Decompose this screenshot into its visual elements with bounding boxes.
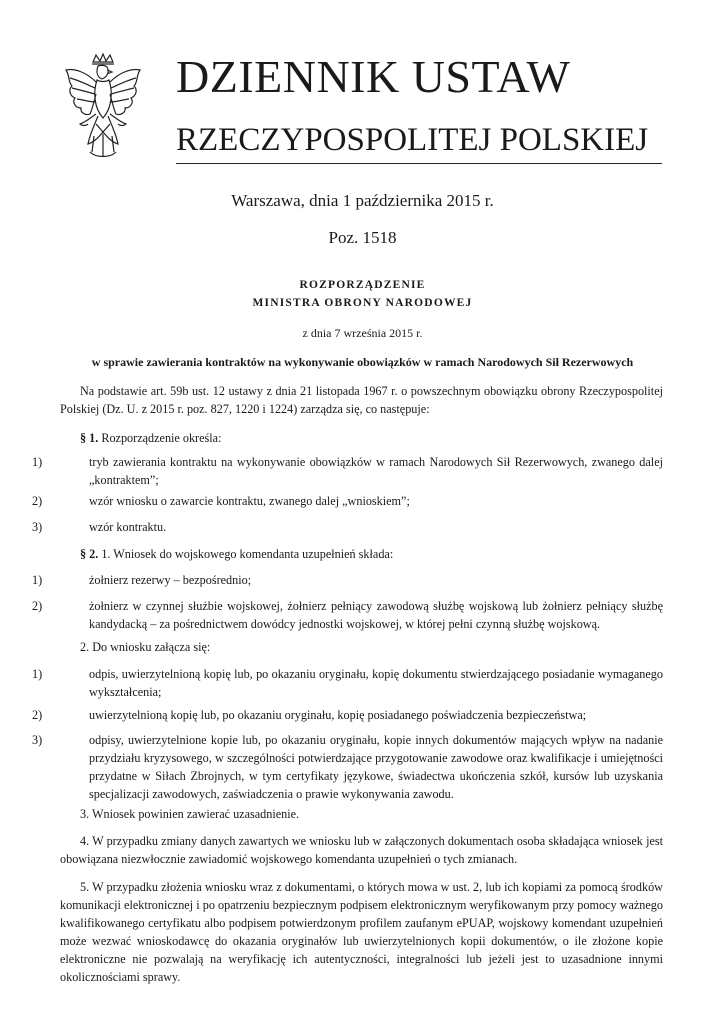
paragraph-4: 4. W przypadku zmiany danych zawartych we wniosku lub w załączonych dokumentach osoba składająca wniosek jest obowiązana niezwłocznie zawiadomić wojskowego komendanta uzupełnień o tych zmianach. <box>60 834 663 866</box>
list-item-number: 3) <box>32 520 43 534</box>
paragraph-5: 5. W przypadku złożenia wniosku wraz z dokumentami, o których mowa w ust. 2, lub ich kopiami za pomocą środków komunikacji elektronicznej i po opatrzeniu bezpiecznym podpisem elektronicznym weryfikowanym przy pomocy ważnego kwalifikowanego certyfikatu albo podpisem potwierdzonym profilem zaufanym ePUAP, wojskowy komendant uzupełnień może wezwać wnioskodawcę do okazania oryginałów lub uwierzytelnionych kopii dokumentów, o ile złożone kopie elektroniczne nie pozwalają na weryfikację ich autentyczności, integralności lub jeżeli jest to uzasadnione innymi okolicznościami sprawy. <box>60 880 663 984</box>
position-number: Poz. 1518 <box>328 228 397 247</box>
list-item <box>32 706 663 724</box>
list-item <box>32 492 663 510</box>
act-issuer: MINISTRA OBRONY NARODOWEJ <box>252 297 473 309</box>
act-subject: w sprawie zawierania kontraktów na wykonywanie obowiązków w ramach Narodowych Sił Rezerwowych <box>91 355 634 369</box>
journal-title: DZIENNIK USTAW <box>176 51 571 102</box>
section-1-mark: § 1. <box>80 431 99 445</box>
list-item-text: uwierzytelnioną kopię lub, po okazaniu oryginału, kopię posiadanego poświadczenia bezpieczeństwa; <box>89 708 587 722</box>
section-2-intro-text: 1. Wniosek do wojskowego komendanta uzupełnień składa: <box>98 547 394 561</box>
list-item-text: wzór wniosku o zawarcie kontraktu, zwanego dalej „wnioskiem”; <box>89 494 410 508</box>
paragraph-3: 3. Wniosek powinien zawierać uzasadnienie. <box>80 807 300 821</box>
list-item-number: 2) <box>32 494 43 508</box>
act-date: z dnia 7 września 2015 r. <box>302 326 423 340</box>
section-2-mark: § 2. <box>80 547 99 561</box>
list-item <box>32 518 663 536</box>
section-1-intro <box>60 429 663 447</box>
polish-eagle-emblem-icon <box>60 52 146 164</box>
publication-date: Warszawa, dnia 1 października 2015 r. <box>231 191 494 210</box>
list-item-text: wzór kontraktu. <box>89 520 167 534</box>
act-type: ROZPORZĄDZENIE <box>299 279 426 291</box>
list-item-number: 1) <box>32 667 43 681</box>
paragraph-2: 2. Do wniosku załącza się: <box>80 640 211 654</box>
list-item-text: żołnierz rezerwy – bezpośrednio; <box>89 573 252 587</box>
list-item <box>32 571 663 589</box>
list-item-number: 3) <box>32 733 43 747</box>
list-item-text: żołnierz w czynnej służbie wojskowej, żołnierz pełniący zawodową służbę wojskową lub żołnierz pełniący służbę kandydacką – za pośrednictwem dowódcy jednostki wojskowej, w której pełni czynną służbę wojskową. <box>89 599 663 631</box>
list-item-number: 2) <box>32 708 43 722</box>
list-item <box>32 597 663 633</box>
list-item-number: 1) <box>32 455 43 469</box>
list-item-text: odpis, uwierzytelnioną kopię lub, po okazaniu oryginału, kopię dokumentu stwierdzającego posiadanie wymaganego wykształcenia; <box>89 667 663 699</box>
section-1-intro-text: Rozporządzenie określa: <box>98 431 222 445</box>
list-item-text: tryb zawierania kontraktu na wykonywanie obowiązków w ramach Narodowych Sił Rezerwowych, zwanego dalej „kontraktem”; <box>89 455 663 487</box>
list-item <box>32 453 663 489</box>
section-2-intro <box>60 545 663 563</box>
list-item <box>32 665 663 701</box>
list-item <box>32 731 663 803</box>
journal-subtitle: RZECZYPOSPOLITEJ POLSKIEJ <box>176 122 649 158</box>
header-rule <box>176 163 662 164</box>
preamble: Na podstawie art. 59b ust. 12 ustawy z dnia 21 listopada 1967 r. o powszechnym obowiązku obrony Rzeczypospolitej Polskiej (Dz. U. z 2015 r. poz. 827, 1220 i 1224) zarządza się, co następuje: <box>60 384 663 416</box>
list-item-text: odpisy, uwierzytelnione kopie lub, po okazaniu oryginału, kopie innych dokumentów mających wpływ na nadanie przydziału kryzysowego, w szczególności potwierdzające przygotowanie zawodowe oraz kwalifikacje i umiejętności przydatne w Siłach Zbrojnych, w tym certyfikaty językowe, świadectwa ukończenia szkół, kursów lub uzyskania specjalizacji zawodowych, zaświadczenia o prawie wykonywania zawodu. <box>89 733 663 801</box>
list-item-number: 1) <box>32 573 43 587</box>
list-item-number: 2) <box>32 599 43 613</box>
